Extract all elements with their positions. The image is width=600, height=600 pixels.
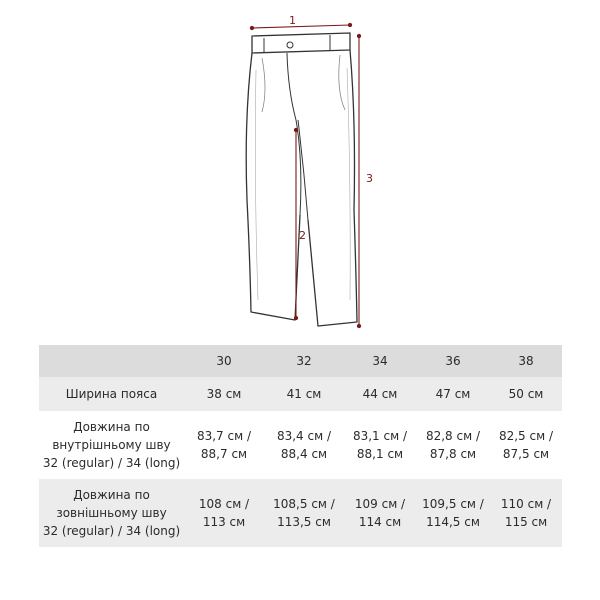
table-cell: 44 см <box>362 387 398 401</box>
size-header-30: 30 <box>216 354 232 368</box>
table-cell: 83,1 см / 88,1 см <box>352 429 408 461</box>
button-icon <box>287 42 293 48</box>
outseam-marker-label: 3 <box>366 172 373 185</box>
size-header-34: 34 <box>372 354 388 368</box>
inseam-marker-label: 2 <box>299 229 306 242</box>
table-cell: 110 см / 115 см <box>500 497 552 529</box>
table-row-waist <box>39 377 562 411</box>
table-cell: 82,5 см / 87,5 см <box>498 429 554 461</box>
row-label: Ширина пояса <box>65 387 158 401</box>
row-label: Довжина по зовнішньому шву 32 (regular) / 34 (long) <box>42 488 181 538</box>
waist-measure-line <box>252 25 350 28</box>
table-cell: 83,7 см / 88,7 см <box>196 429 252 461</box>
waistband <box>252 33 350 53</box>
table-cell: 108 см / 113 см <box>198 497 250 529</box>
size-table <box>39 345 562 547</box>
table-cell: 109 см / 114 см <box>354 497 406 529</box>
size-header-32: 32 <box>296 354 312 368</box>
waist-marker-label: 1 <box>289 14 296 27</box>
table-cell: 83,4 см / 88,4 см <box>276 429 332 461</box>
size-header-row <box>39 345 562 377</box>
row-label: Довжина по внутрішньому шву 32 (regular) / 34 (long) <box>42 420 181 470</box>
table-cell: 82,8 см / 87,8 см <box>425 429 481 461</box>
left-leg <box>246 53 300 320</box>
size-header-38: 38 <box>518 354 534 368</box>
table-cell: 41 см <box>286 387 322 401</box>
header-cell-empty <box>39 345 184 377</box>
table-cell: 108,5 см / 113,5 см <box>273 497 335 529</box>
table-cell: 47 см <box>435 387 471 401</box>
table-cell: 38 см <box>206 387 242 401</box>
table-row-outseam <box>39 479 562 547</box>
table-cell: 50 см <box>508 387 544 401</box>
size-header-36: 36 <box>445 354 461 368</box>
table-cell: 109,5 см / 114,5 см <box>422 497 484 529</box>
table-row-inseam <box>39 411 562 479</box>
